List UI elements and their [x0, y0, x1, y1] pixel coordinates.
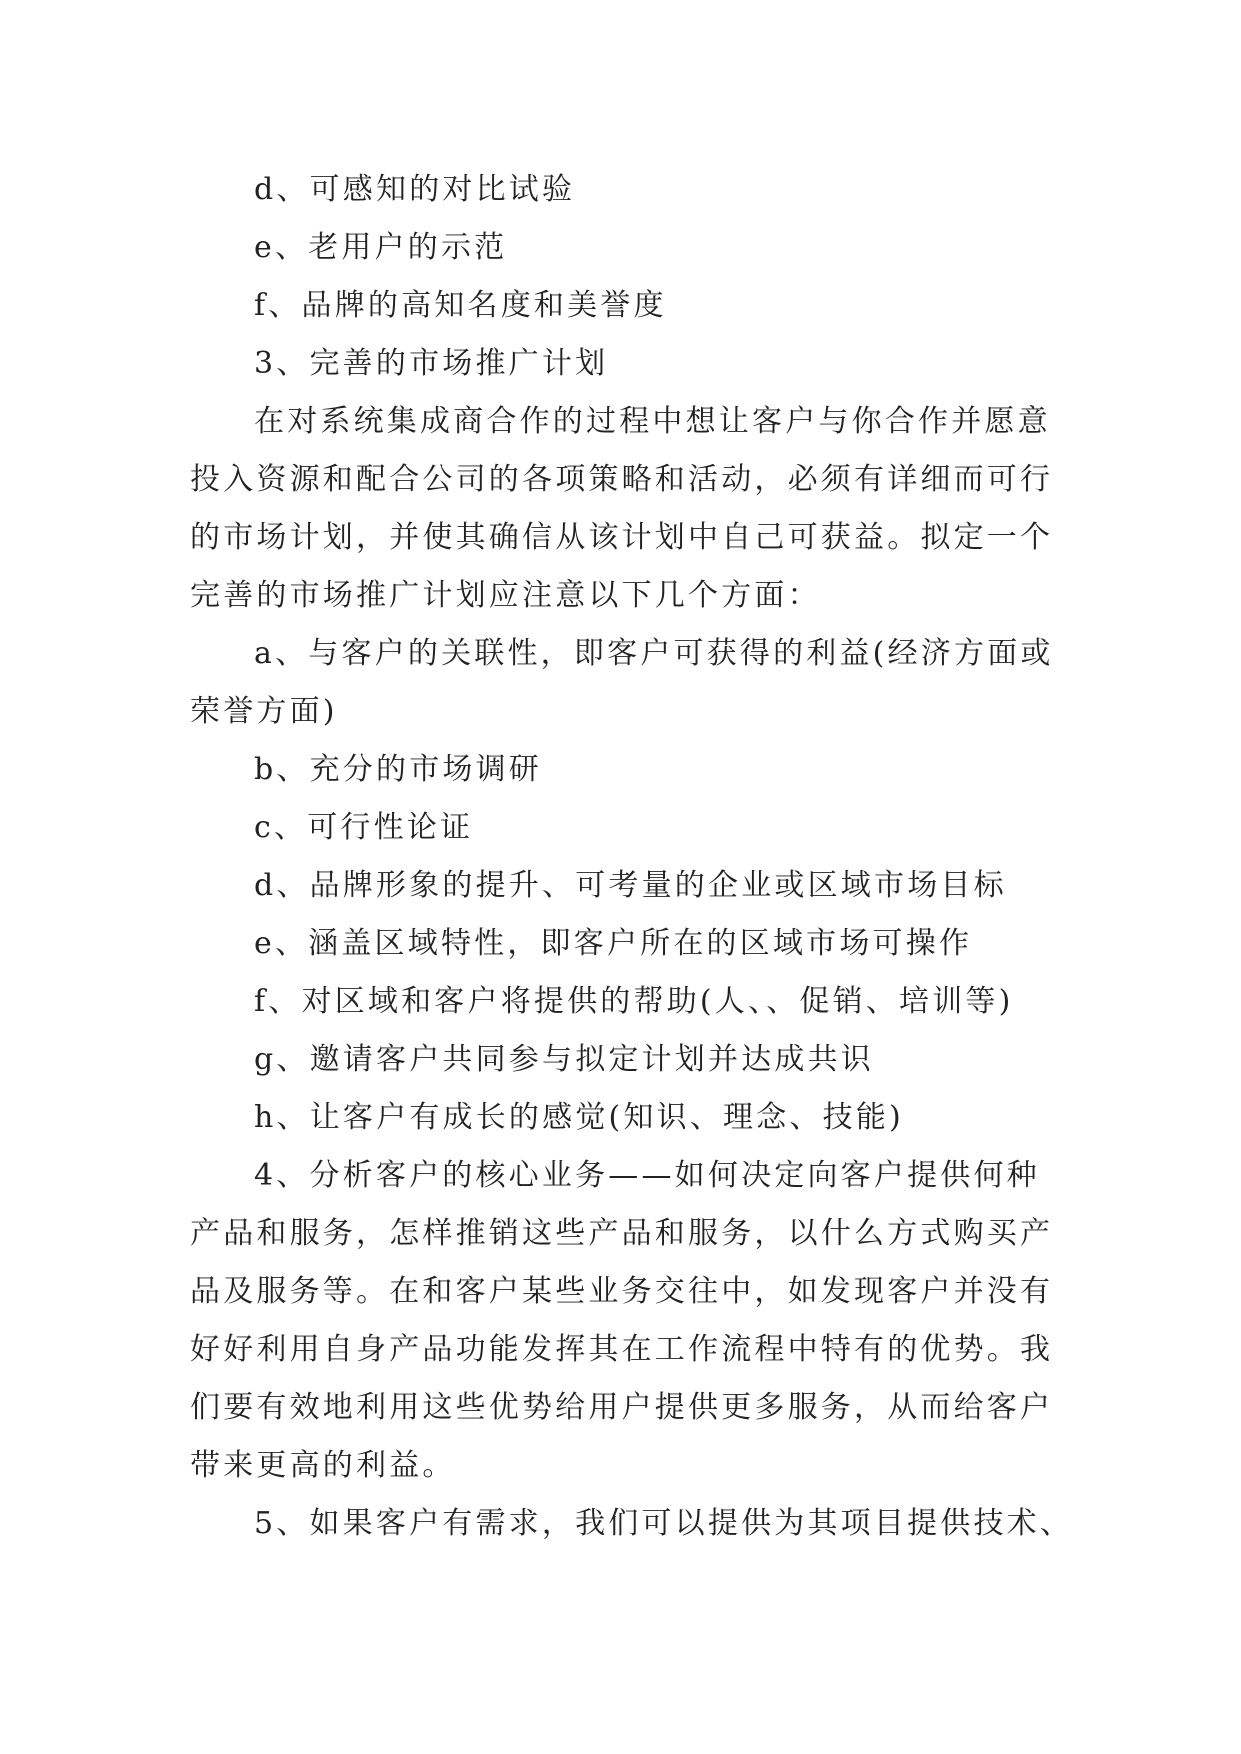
paragraph: c、可行性论证 — [254, 810, 474, 845]
document-body — [190, 161, 1074, 1553]
paragraph: d、品牌形象的提升、可考量的企业或区域市场目标 — [254, 868, 1007, 903]
paragraph: b、充分的市场调研 — [254, 752, 543, 787]
paragraph: 在对系统集成商合作的过程中想让客户与你合作并愿意投入资源和配合公司的各项策略和活动，必须有详细而可行的市场计划，并使其确信从该计划中自己可获益。拟定一个完善的市场推广计划应注意以下几个方面： — [190, 404, 1054, 613]
paragraph: d、可感知的对比试验 — [254, 172, 576, 207]
paragraph: a、与客户的关联性，即客户可获得的利益(经济方面或荣誉方面) — [190, 636, 1054, 729]
paragraph: h、让客户有成长的感觉(知识、理念、技能) — [254, 1100, 904, 1135]
paragraph: g、邀请客户共同参与拟定计划并达成共识 — [254, 1042, 875, 1077]
section-heading: 3、完善的市场推广计划 — [254, 346, 609, 381]
paragraph: e、涵盖区域特性，即客户所在的区域市场可操作 — [254, 926, 973, 961]
paragraph: e、老用户的示范 — [254, 230, 508, 265]
paragraph: f、对区域和客户将提供的帮助(人、、促销、培训等) — [254, 984, 1014, 1019]
section-paragraph: 4、分析客户的核心业务——如何决定向客户提供何种产品和服务，怎样推销这些产品和服务，以什么方式购买产品及服务等。在和客户某些业务交往中，如发现客户并没有好好利用自身产品功能发挥其在工作流程中特有的优势。我们要有效地利用这些优势给用户提供更多服务，从而给客户带来更高的利益。 — [190, 1158, 1054, 1483]
section-paragraph: 5、如果客户有需求，我们可以提供为其项目提供技术、 — [254, 1506, 1074, 1541]
paragraph: f、品牌的高知名度和美誉度 — [254, 288, 667, 323]
